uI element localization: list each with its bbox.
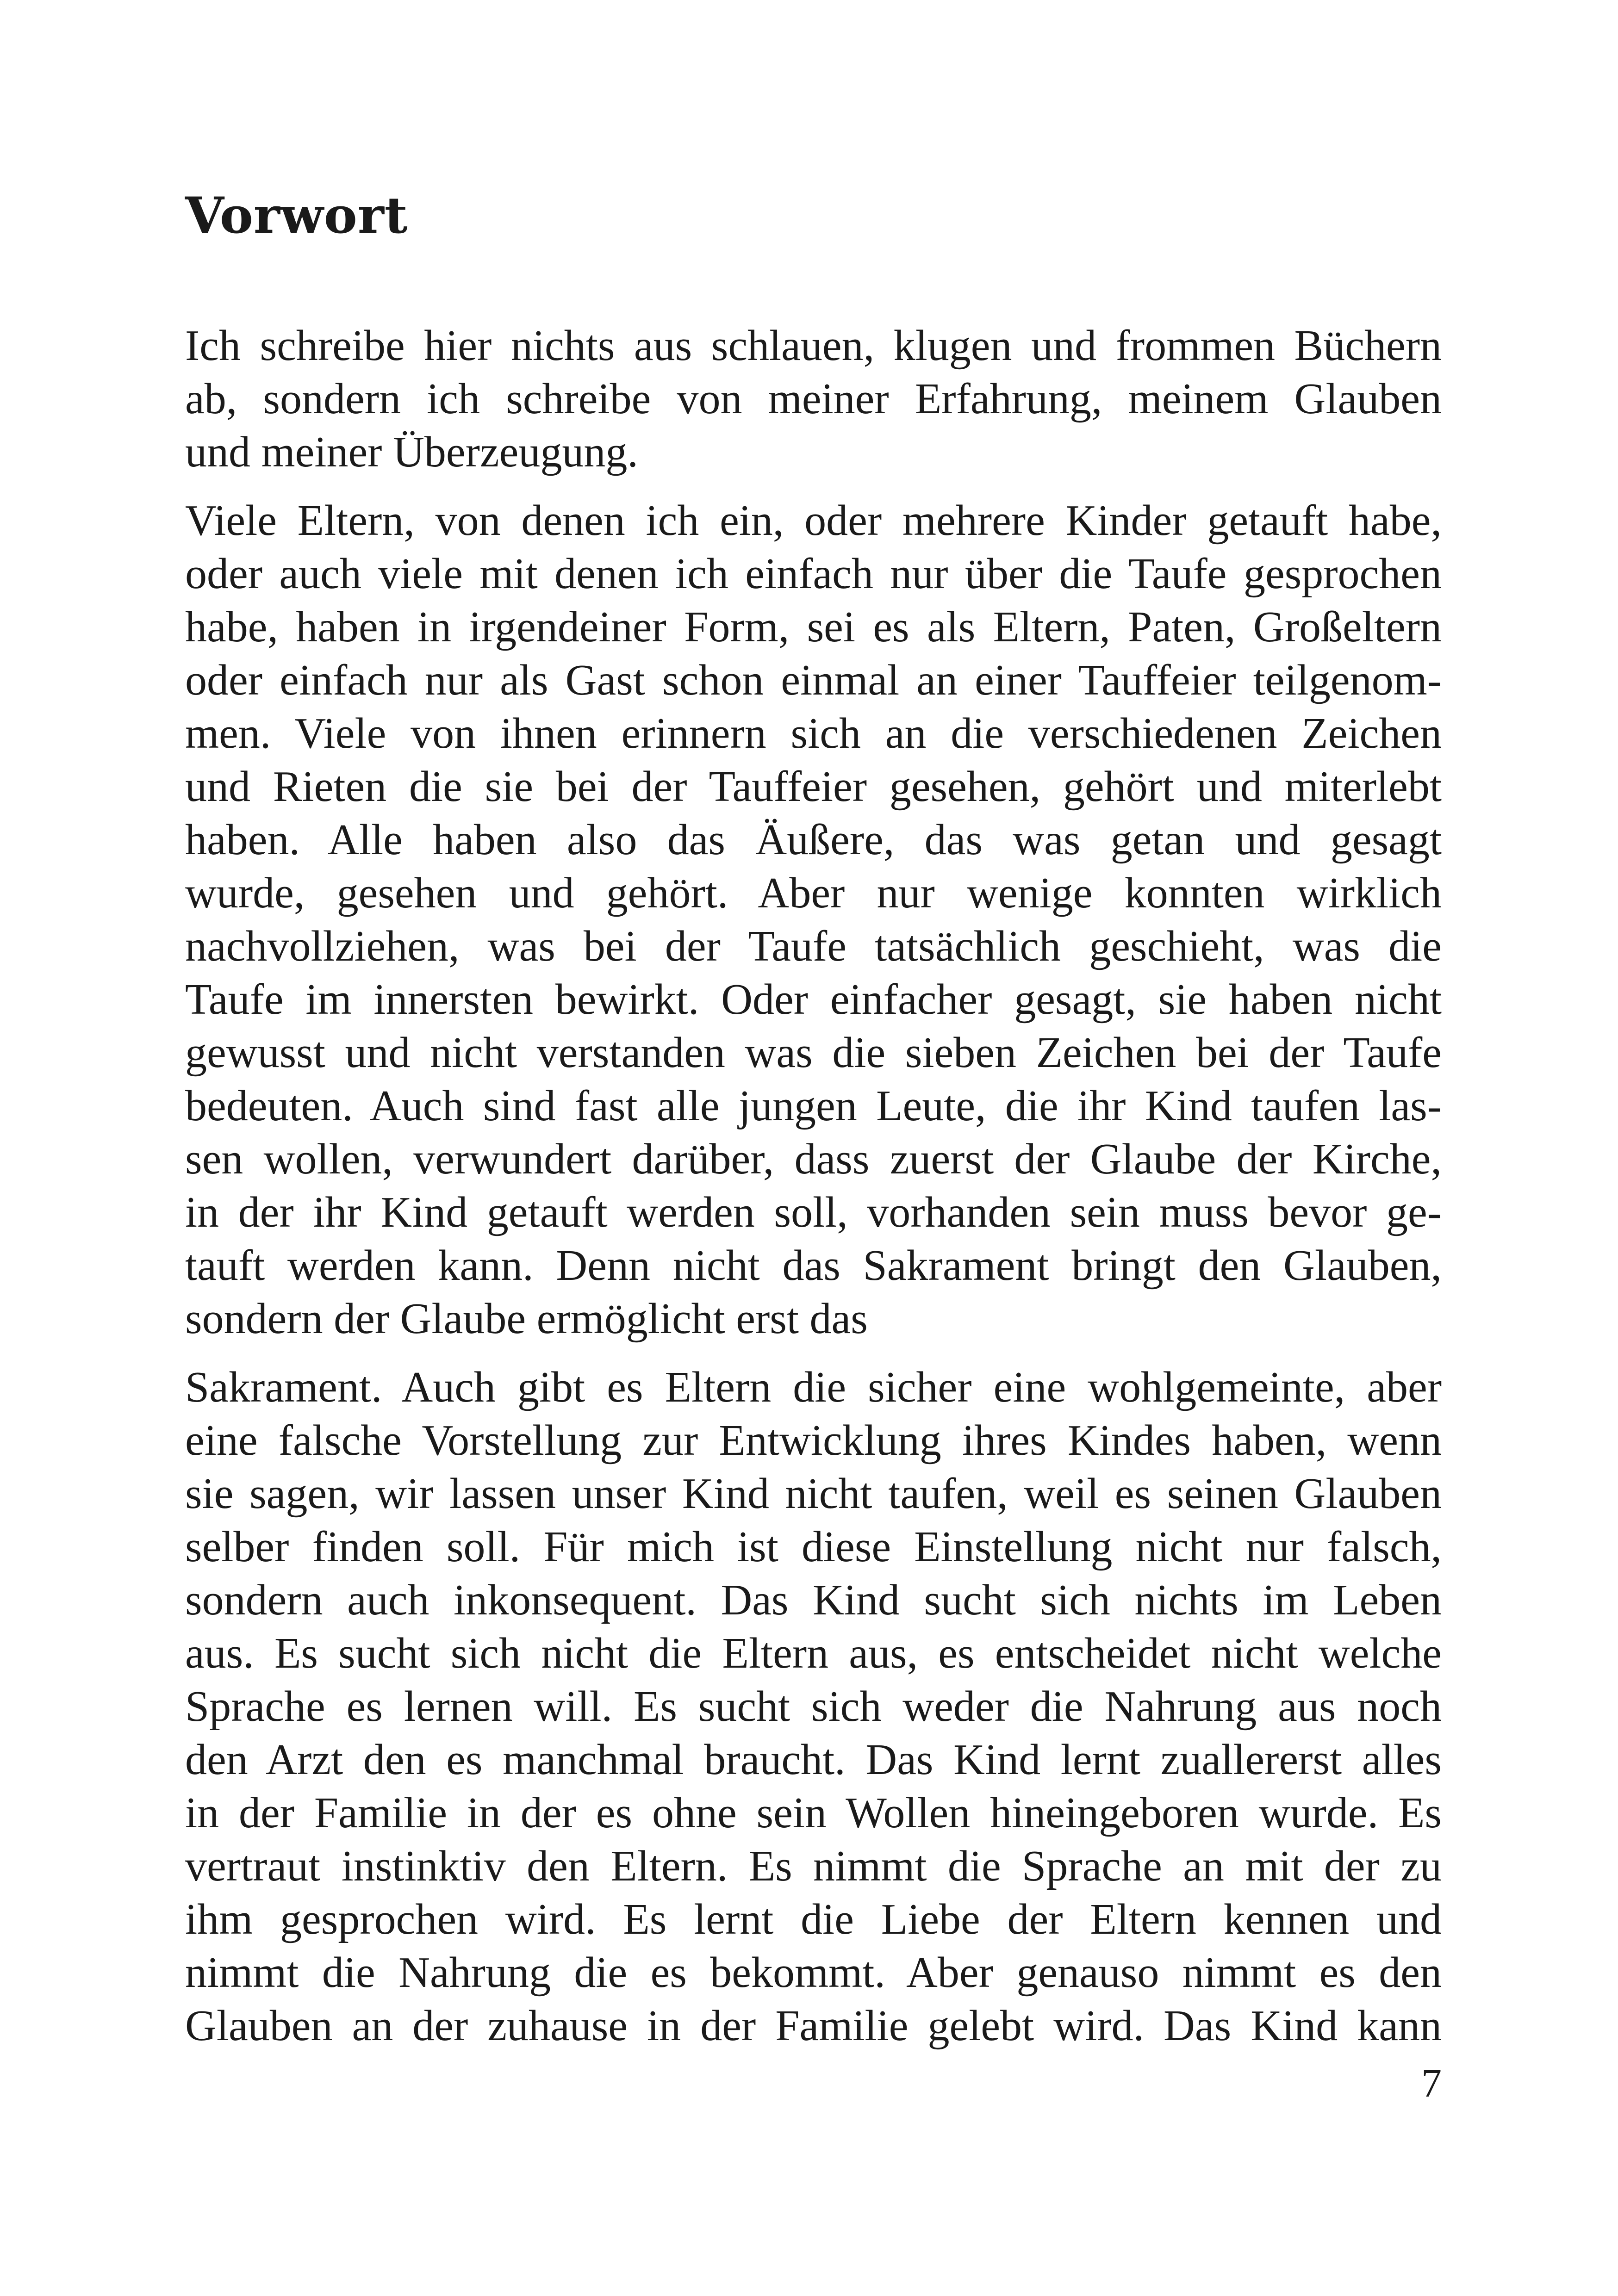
text-line: wurde, gesehen und gehört. Aber nur wenige konnten wirklich — [185, 869, 1442, 917]
text-line: eine falsche Vorstellung zur Entwicklung ihres Kindes haben, wenn — [185, 1416, 1442, 1464]
text-line: vertraut instinktiv den Eltern. Es nimmt die Sprache an mit der zu — [185, 1842, 1442, 1890]
text-line: und Rieten die sie bei der Tauffeier gesehen, gehört und miterlebt — [185, 763, 1442, 811]
text-line: oder einfach nur als Gast schon einmal an einer Tauffeier teilgenom- — [185, 656, 1442, 704]
text-line: aus. Es sucht sich nicht die Eltern aus, es entscheidet nicht welche — [185, 1629, 1442, 1677]
paragraph-2 — [185, 494, 1442, 1346]
text-line: sie sagen, wir lassen unser Kind nicht taufen, weil es seinen Glauben — [185, 1470, 1442, 1518]
text-line: tauft werden kann. Denn nicht das Sakrament bringt den Glauben, — [185, 1241, 1442, 1290]
text-line: Glauben an der zuhause in der Familie gelebt wird. Das Kind kann — [185, 2002, 1442, 2050]
text-line: oder auch viele mit denen ich einfach nur über die Taufe gesprochen — [185, 550, 1442, 598]
text-line: in der Familie in der es ohne sein Wollen hineingeboren wurde. Es — [185, 1789, 1442, 1837]
page-number: 7 — [1421, 2061, 1442, 2106]
text-line: in der ihr Kind getauft werden soll, vorhanden sein muss bevor ge- — [185, 1188, 1442, 1236]
text-line: Taufe im innersten bewirkt. Oder einfacher gesagt, sie haben nicht — [185, 975, 1442, 1024]
text-line: selber finden soll. Für mich ist diese Einstellung nicht nur falsch, — [185, 1523, 1442, 1571]
text-line: nimmt die Nahrung die es bekommt. Aber genauso nimmt es den — [185, 1948, 1442, 1997]
text-line: haben. Alle haben also das Äußere, das was getan und gesagt — [185, 816, 1442, 864]
text-line: nachvollziehen, was bei der Taufe tatsächlich geschieht, was die — [185, 922, 1442, 970]
text-line: Ich schreibe hier nichts aus schlauen, klugen und frommen Büchern — [185, 322, 1442, 370]
page-title: Vorwort — [185, 186, 408, 245]
paragraph-3 — [185, 1361, 1442, 2053]
body-text — [185, 319, 1442, 2068]
text-line: sondern auch inkonsequent. Das Kind sucht sich nichts im Leben — [185, 1576, 1442, 1624]
text-line: bedeuten. Auch sind fast alle jungen Leute, die ihr Kind taufen las- — [185, 1082, 1442, 1130]
text-line: und meiner Überzeugung. — [185, 428, 638, 476]
text-line: habe, haben in irgendeiner Form, sei es als Eltern, Paten, Großeltern — [185, 603, 1442, 651]
paragraph-1 — [185, 319, 1442, 479]
text-line: Sprache es lernen will. Es sucht sich weder die Nahrung aus noch — [185, 1682, 1442, 1731]
text-line: men. Viele von ihnen erinnern sich an die verschiedenen Zeichen — [185, 709, 1442, 757]
text-line: sondern der Glaube ermöglicht erst das — [185, 1295, 868, 1343]
text-line: Sakrament. Auch gibt es Eltern die sicher eine wohlgemeinte, aber — [185, 1363, 1442, 1411]
text-line: gewusst und nicht verstanden was die sieben Zeichen bei der Taufe — [185, 1029, 1442, 1077]
text-line: ab, sondern ich schreibe von meiner Erfahrung, meinem Glauben — [185, 375, 1442, 423]
text-line: den Arzt den es manchmal braucht. Das Kind lernt zuallererst alles — [185, 1736, 1442, 1784]
text-line: ihm gesprochen wird. Es lernt die Liebe der Eltern kennen und — [185, 1895, 1442, 1943]
text-line: sen wollen, verwundert darüber, dass zuerst der Glaube der Kirche, — [185, 1135, 1442, 1183]
text-line: Viele Eltern, von denen ich ein, oder mehrere Kinder getauft habe, — [185, 496, 1442, 545]
